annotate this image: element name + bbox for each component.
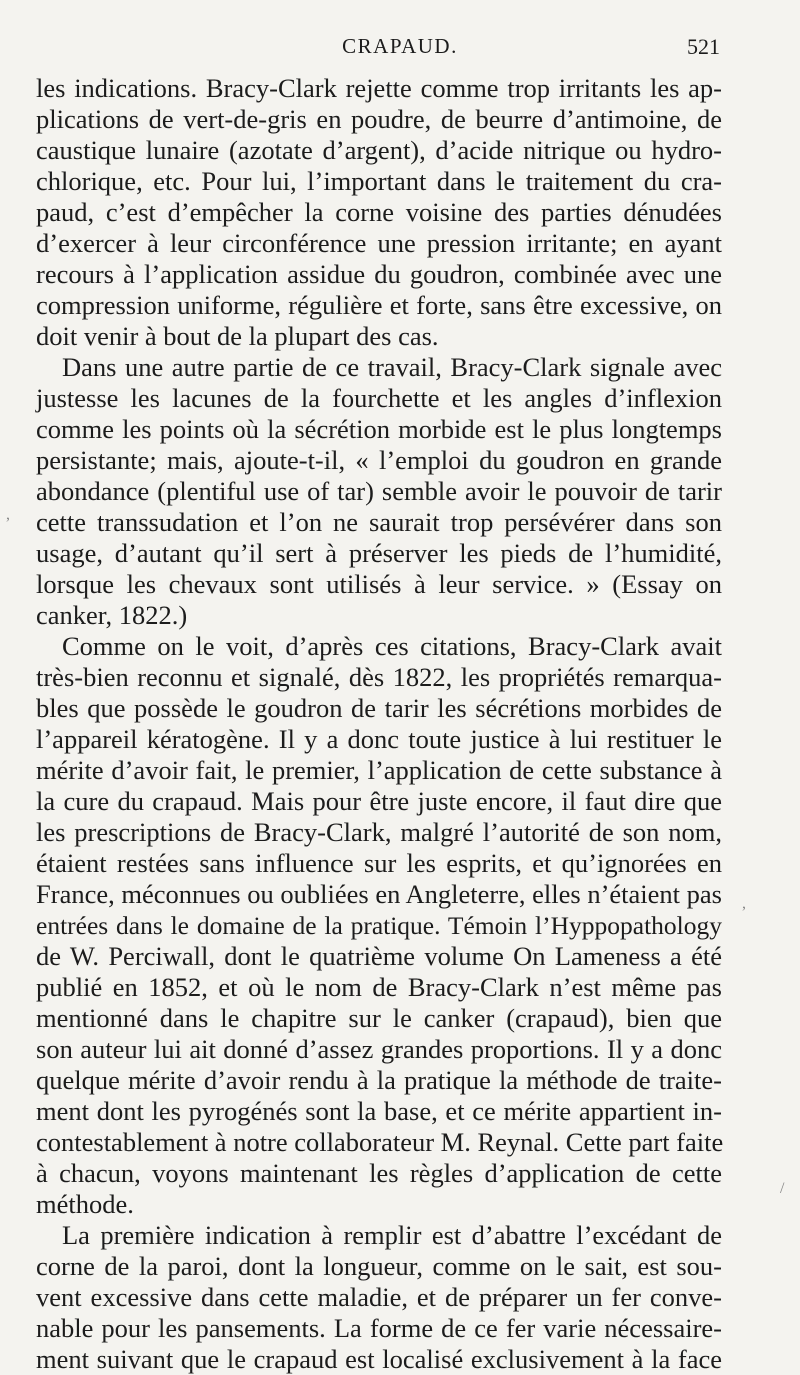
text-line: persistante; mais, ajoute-t-il, « l’emploi du goudron en grande <box>36 445 722 475</box>
margin-speck: , <box>6 506 10 523</box>
text-line: doit venir à bout de la plupart des cas. <box>36 321 439 351</box>
page-number: 521 <box>687 34 720 59</box>
text-line: étaient restées sans influence sur les esprits, et qu’ignorées en <box>36 848 722 878</box>
text-line: ment suivant que le crapaud est localisé exclusivement à la face <box>36 1344 722 1374</box>
text-line: méthode. <box>36 1189 134 1219</box>
text-line: entrées dans le domaine de la pratique. Témoin l’Hyppopathology <box>36 911 722 940</box>
text-line: La première indication à remplir est d’abattre l’excédant de <box>62 1220 722 1250</box>
text-line: mentionné dans le chapitre sur le canker (crapaud), bien que <box>36 1003 722 1033</box>
text-line: très-bien reconnu et signalé, dès 1822, les propriétés remarqua- <box>36 662 722 692</box>
text-line: à chacun, voyons maintenant les règles d’application de cette <box>36 1158 722 1188</box>
text-line: justesse les lacunes de la fourchette et les angles d’inflexion <box>36 383 722 413</box>
body-text <box>36 73 722 1375</box>
text-line: usage, d’autant qu’il sert à préserver les pieds de l’humidité, <box>36 538 722 568</box>
text-line: la cure du crapaud. Mais pour être juste encore, il faut dire que <box>36 786 722 816</box>
text-line: caustique lunaire (azotate d’argent), d’acide nitrique ou hydro- <box>36 135 722 165</box>
text-line: paud, c’est d’empêcher la corne voisine des parties dénudées <box>36 197 722 227</box>
text-line: Dans une autre partie de ce travail, Bracy-Clark signale avec <box>62 352 722 382</box>
text-line: ment dont les pyrogénés sont la base, et ce mérite appartient in- <box>36 1096 722 1126</box>
text-line: bles que possède le goudron de tarir les sécrétions morbides de <box>36 693 722 723</box>
margin-speck: / <box>780 1180 785 1197</box>
text-line: cette transsudation et l’on ne saurait trop persévérer dans son <box>36 507 722 537</box>
running-head <box>0 30 800 66</box>
text-line: compression uniforme, régulière et forte, sans être excessive, on <box>36 290 722 320</box>
text-line: Comme on le voit, d’après ces citations, Bracy-Clark avait <box>62 631 722 661</box>
text-line: vent excessive dans cette maladie, et de préparer un fer conve- <box>36 1282 722 1312</box>
margin-speck: , <box>742 895 746 912</box>
text-line: l’appareil kératogène. Il y a donc toute justice à lui restituer le <box>36 724 722 754</box>
text-line: de W. Perciwall, dont le quatrième volume On Lameness a été <box>36 941 722 971</box>
text-line: France, méconnues ou oubliées en Angleterre, elles n’étaient pas <box>36 879 722 909</box>
text-line: les prescriptions de Bracy-Clark, malgré l’autorité de son nom, <box>36 817 722 847</box>
text-line: les indications. Bracy-Clark rejette comme trop irritants les ap- <box>36 73 722 103</box>
text-line: abondance (plentiful use of tar) semble avoir le pouvoir de tarir <box>36 476 722 506</box>
text-line: mérite d’avoir fait, le premier, l’application de cette substance à <box>36 755 722 785</box>
text-line: quelque mérite d’avoir rendu à la pratique la méthode de traite- <box>36 1065 722 1095</box>
text-line: contestablement à notre collaborateur M. Reynal. Cette part faite <box>36 1127 724 1157</box>
text-line: corne de la paroi, dont la longueur, comme on le sait, est sou- <box>36 1251 722 1281</box>
text-line: d’exercer à leur circonférence une pression irritante; en ayant <box>36 228 722 258</box>
text-line: recours à l’application assidue du goudron, combinée avec une <box>36 259 722 289</box>
running-title: CRAPAUD. <box>342 34 458 58</box>
text-line: nable pour les pansements. La forme de ce fer varie nécessaire- <box>36 1313 722 1343</box>
text-line: publié en 1852, et où le nom de Bracy-Clark n’est même pas <box>36 972 722 1002</box>
text-line: son auteur lui ait donné d’assez grandes proportions. Il y a donc <box>36 1034 722 1064</box>
text-line: comme les points où la sécrétion morbide est le plus longtemps <box>36 414 722 444</box>
text-line: plications de vert-de-gris en poudre, de beurre d’antimoine, de <box>36 104 722 134</box>
text-line: chlorique, etc. Pour lui, l’important dans le traitement du cra- <box>36 166 722 196</box>
text-line: canker, 1822.) <box>36 600 188 630</box>
text-line: lorsque les chevaux sont utilisés à leur service. » (Essay on <box>36 569 722 599</box>
